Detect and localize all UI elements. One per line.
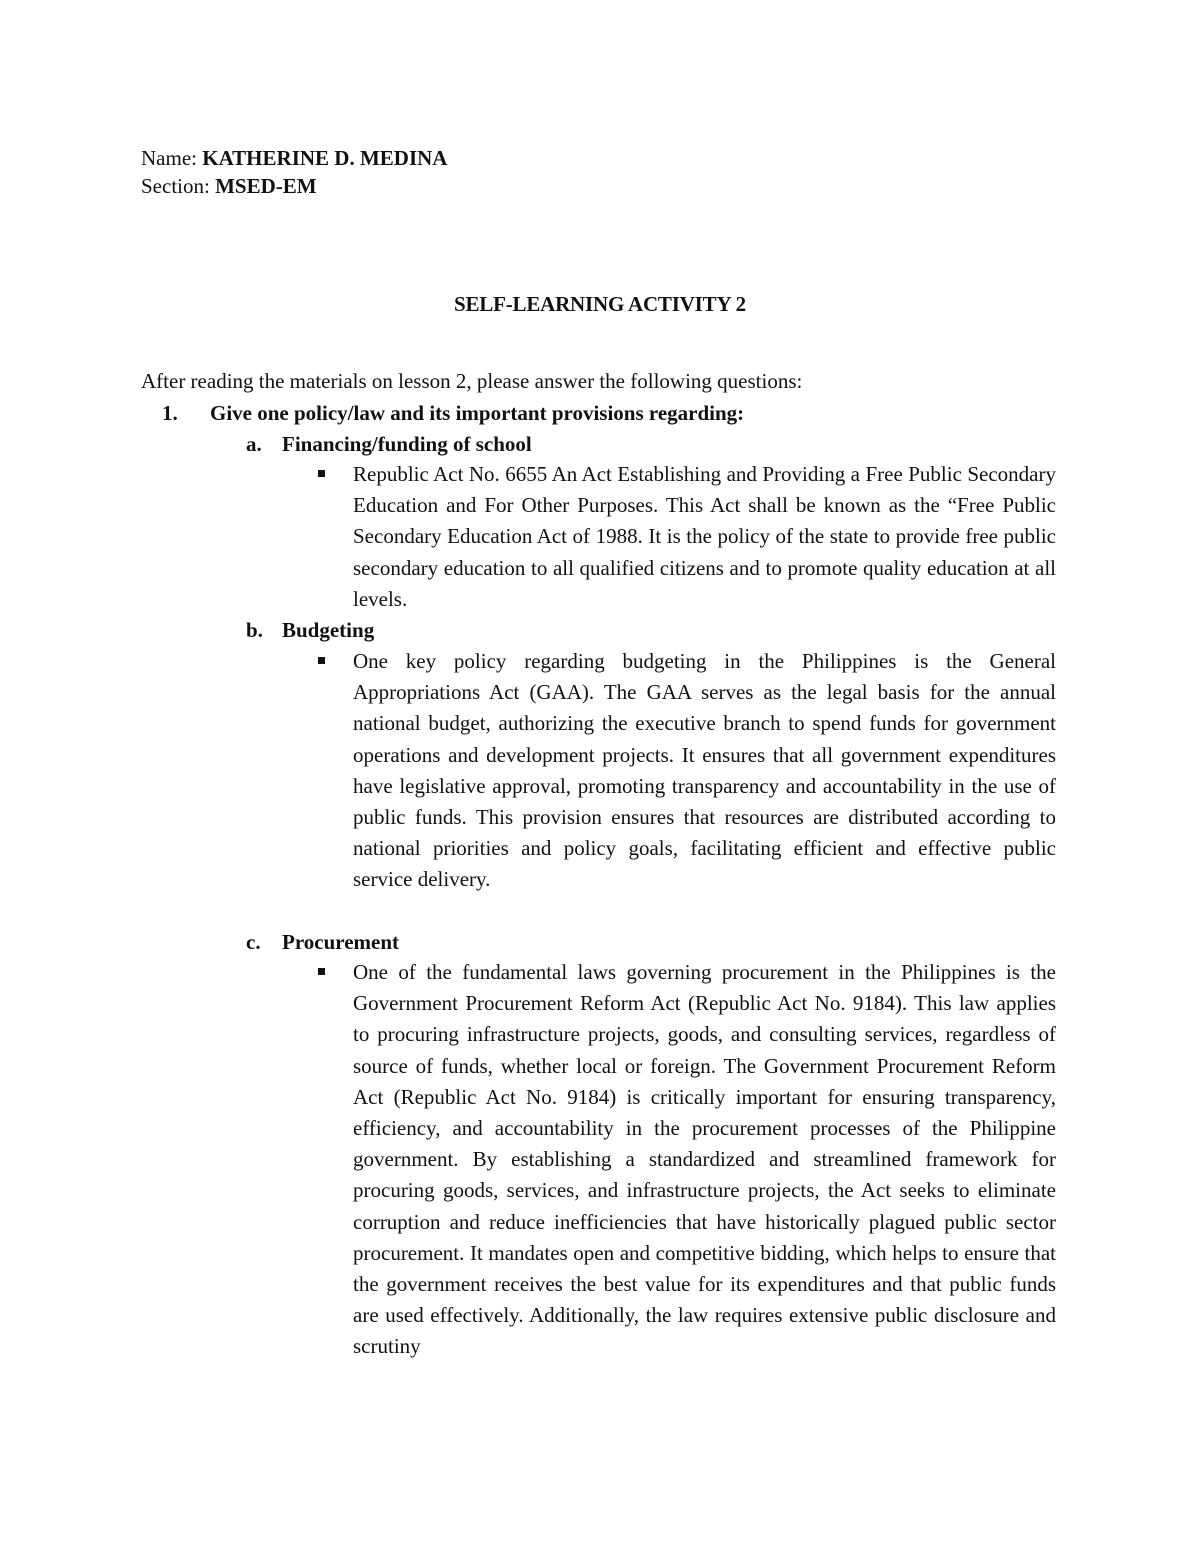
student-name: KATHERINE D. MEDINA — [202, 146, 448, 170]
question-text: Give one policy/law and its important provisions regarding: — [210, 401, 745, 425]
paragraph-budgeting: One key policy regarding budgeting in the Philippines is the General Appropriations Act (GAA). The GAA serves as the legal basis for the annual national budget, authorizing the executive branch to spend funds for government operations and development projects. It ensures that all government expenditures have legislative approval, promoting transparency and accountability in the use of public funds. This provision ensures that resources are distributed according to national priorities and policy goals, facilitating efficient and effective public service delivery. — [353, 649, 1056, 892]
name-line — [141, 144, 447, 172]
square-bullet-icon — [318, 657, 325, 664]
instructions: After reading the materials on lesson 2, please answer the following questions: — [141, 369, 803, 393]
name-label: Name: — [141, 146, 203, 170]
student-section: MSED-EM — [215, 174, 317, 198]
section-line — [141, 172, 447, 200]
subsection-title-procurement: Procurement — [282, 930, 400, 954]
subsection-title-financing: Financing/funding of school — [282, 432, 532, 456]
subsection-letter-b: b. — [246, 618, 263, 642]
document-title: SELF-LEARNING ACTIVITY 2 — [454, 292, 746, 316]
student-info — [141, 144, 447, 200]
subsection-title-budgeting: Budgeting — [282, 618, 375, 642]
square-bullet-icon — [318, 470, 325, 477]
section-label: Section: — [141, 174, 216, 198]
square-bullet-icon — [318, 968, 325, 975]
subsection-letter-c: c. — [246, 930, 261, 954]
subsection-letter-a: a. — [246, 432, 262, 456]
paragraph-procurement: One of the fundamental laws governing procurement in the Philippines is the Government Procurement Reform Act (Republic Act No. 9184). This law applies to procuring infrastructure projects, goods, and consulting services, regardless of source of funds, whether local or foreign. The Government Procurement Reform Act (Republic Act No. 9184) is critically important for ensuring transparency, efficiency, and accountability in the procurement processes of the Philippine government. By establishing a standardized and streamlined framework for procuring goods, services, and infrastructure projects, the Act seeks to eliminate corruption and reduce inefficiencies that have historically plagued public sector procurement. It mandates open and competitive bidding, which helps to ensure that the government receives the best value for its expenditures and that public funds are used effectively. Additionally, the law requires extensive public disclosure and scrutiny — [353, 960, 1056, 1359]
paragraph-financing: Republic Act No. 6655 An Act Establishing and Providing a Free Public Secondary Education and For Other Purposes. This Act shall be known as the “Free Public Secondary Education Act of 1988. It is the policy of the state to provide free public secondary education to all qualified citizens and to promote quality education at all levels. — [353, 462, 1056, 611]
question-number: 1. — [162, 401, 178, 425]
